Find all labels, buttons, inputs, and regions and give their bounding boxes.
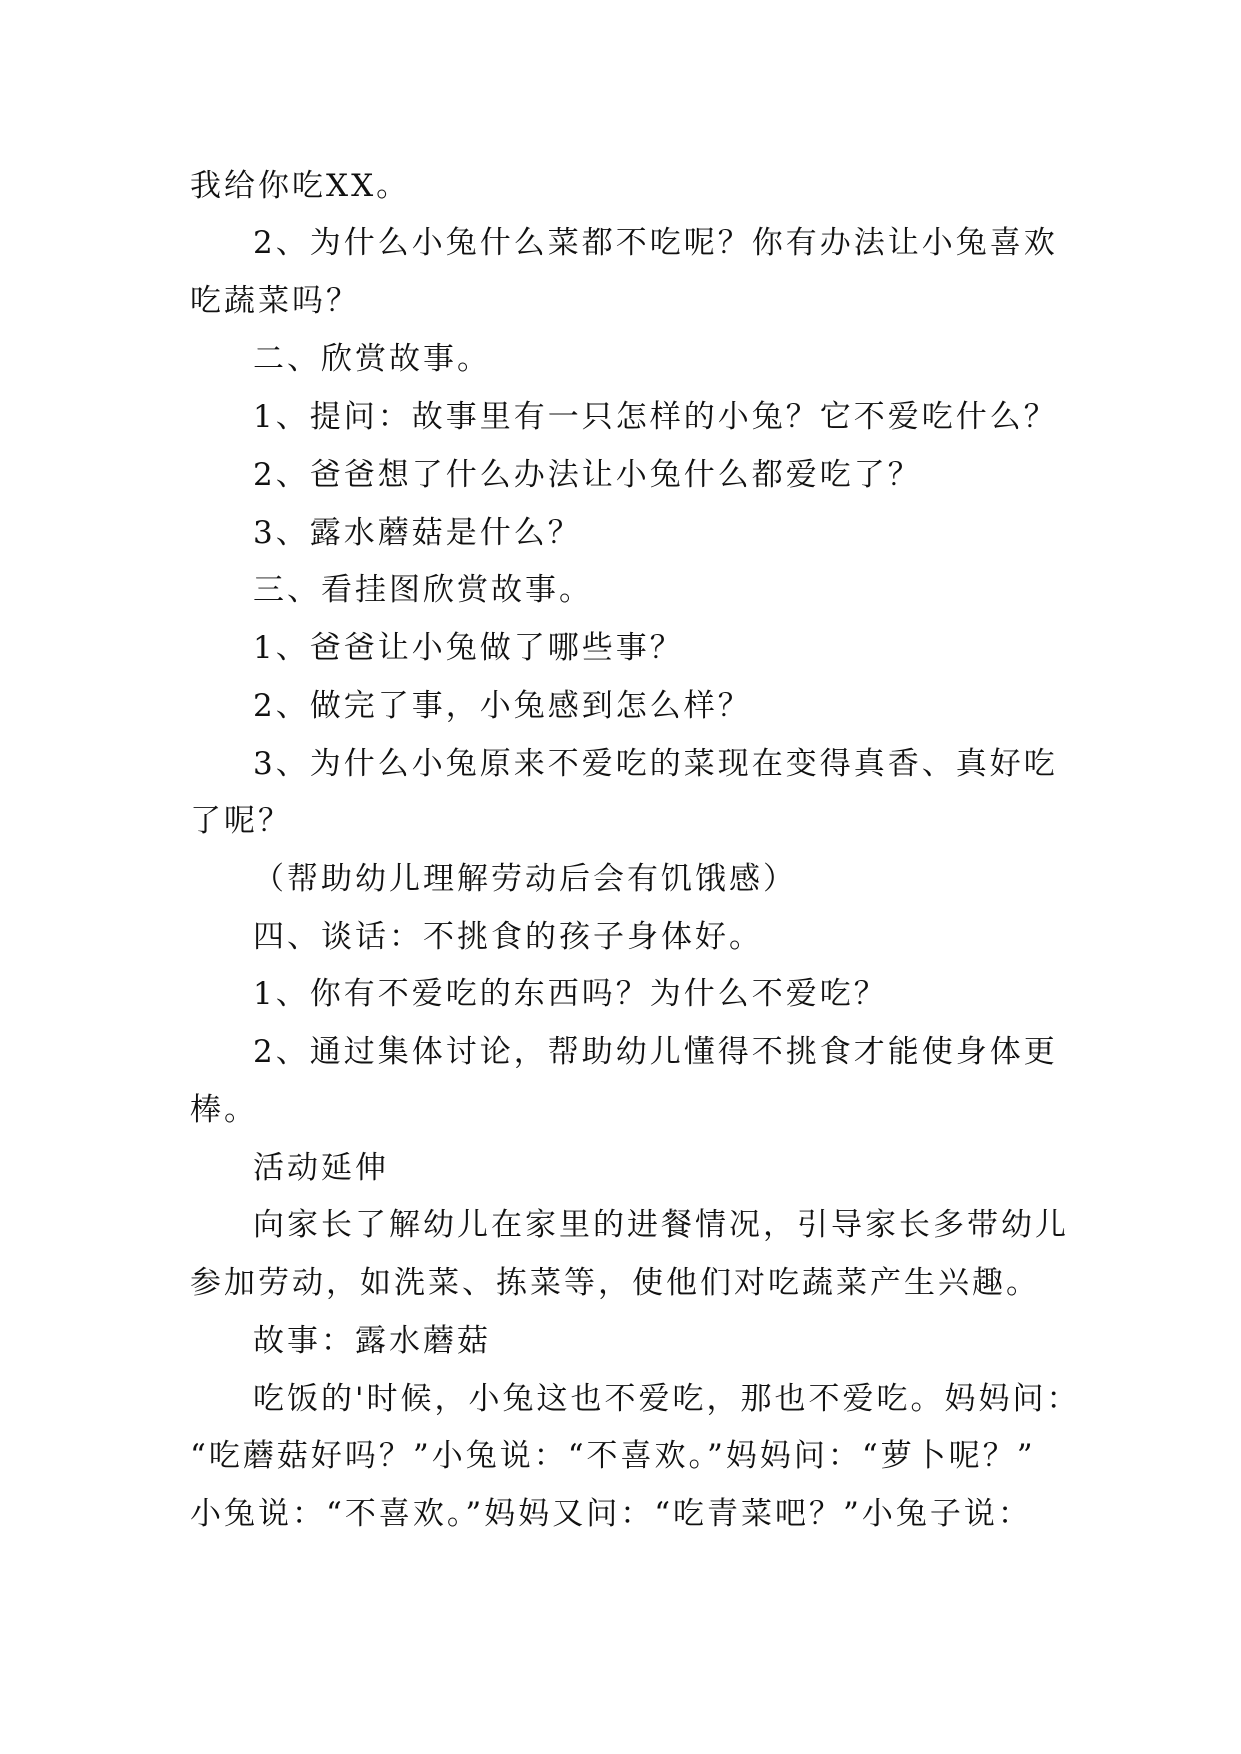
text-line: 棒。 [190,1092,258,1128]
text-line: 小兔说：“不喜欢。”妈妈又问：“吃青菜吧？”小兔子说： [190,1496,1032,1532]
text-line: 1、爸爸让小兔做了哪些事？ [253,630,684,666]
text-line: 1、提问：故事里有一只怎样的小兔？它不爱吃什么？ [253,399,1058,435]
text-line: 1、你有不爱吃的东西吗？为什么不爱吃？ [253,976,888,1012]
text-line: 2、爸爸想了什么办法让小兔什么都爱吃了？ [253,457,922,493]
section-heading: 二、欣赏故事。 [253,341,491,377]
section-heading: 四、谈话：不挑食的孩子身体好。 [253,919,763,955]
text-line: （帮助幼儿理解劳动后会有饥饿感） [253,861,797,897]
text-line: 吃饭的'时候，小兔这也不爱吃，那也不爱吃。妈妈问： [253,1381,1081,1417]
text-line: 了呢？ [190,803,292,839]
text-line: 2、为什么小兔什么菜都不吃呢？你有办法让小兔喜欢 [253,225,1058,261]
text-line: 我给你吃XX。 [190,168,411,204]
text-line: 参加劳动，如洗菜、拣菜等，使他们对吃蔬菜产生兴趣。 [190,1265,1040,1301]
text-line: “吃蘑菇好吗？”小兔说：“不喜欢。”妈妈问：“萝卜呢？” [190,1438,1036,1474]
text-line: 3、为什么小兔原来不爱吃的菜现在变得真香、真好吃 [253,746,1058,782]
text-line: 2、通过集体讨论，帮助幼儿懂得不挑食才能使身体更 [253,1034,1058,1070]
text-line: 吃蔬菜吗？ [190,283,360,319]
section-heading: 三、看挂图欣赏故事。 [253,572,593,608]
section-heading: 活动延伸 [253,1150,389,1186]
text-line: 向家长了解幼儿在家里的进餐情况，引导家长多带幼儿 [253,1207,1069,1243]
text-line: 3、露水蘑菇是什么？ [253,515,582,551]
text-line: 2、做完了事，小兔感到怎么样？ [253,688,752,724]
section-heading: 故事：露水蘑菇 [253,1323,491,1359]
